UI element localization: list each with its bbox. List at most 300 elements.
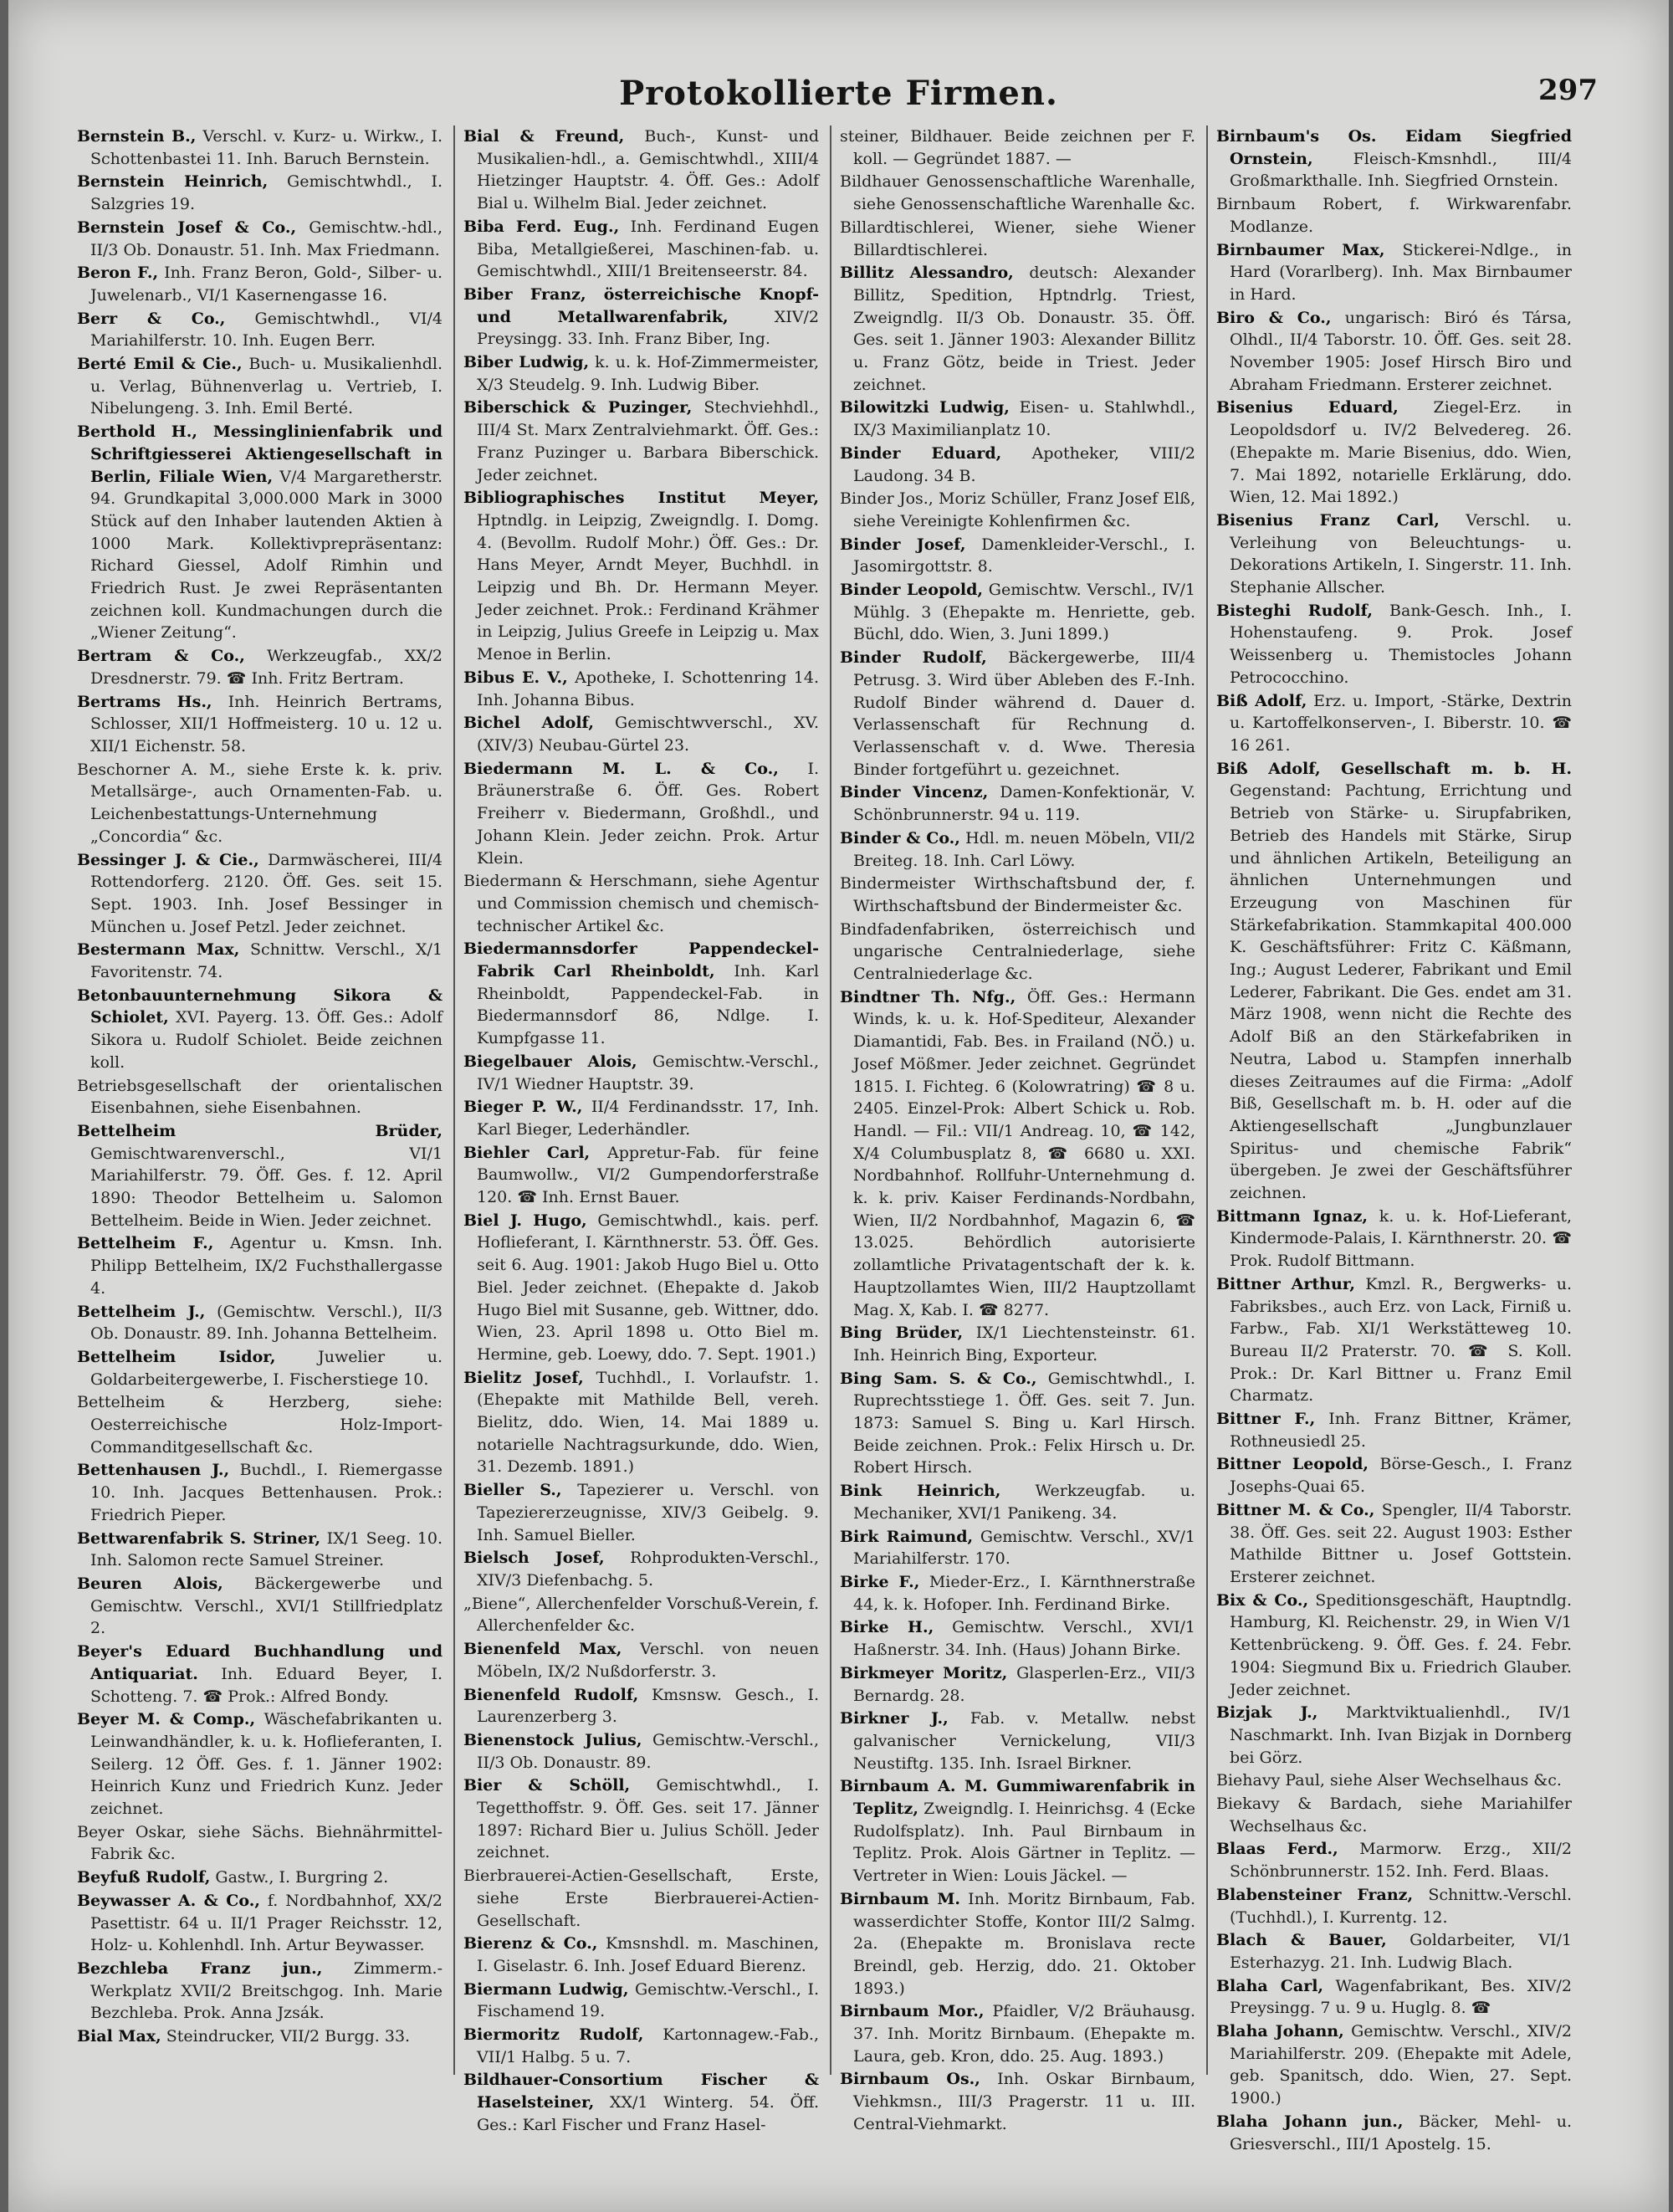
directory-entry xyxy=(77,1528,443,1572)
firm-details: Stickerei-Ndlge., in Hard (Vorarlberg). Inh. Max Birnbaumer in Hard. xyxy=(1230,240,1572,304)
directory-entry xyxy=(840,125,1195,170)
firm-name: Bessinger J. & Cie., xyxy=(77,850,259,869)
firm-details: XX/1 Winterg. 54. Öff. Ges.: Karl Fischer und Franz Hasel- xyxy=(477,2093,819,2134)
firm-details: Gemischtw.-hdl., II/3 Ob. Donaustr. 51. Inh. Max Friedmann. xyxy=(90,218,443,259)
directory-entry xyxy=(840,262,1195,396)
directory-entry xyxy=(77,939,443,983)
firm-name: Bieller S., xyxy=(463,1481,562,1500)
firm-details: Binder Jos., Moriz Schüller, Franz Josef Elß, siehe Vereinigte Kohlenfirmen &c. xyxy=(840,489,1195,530)
directory-entry xyxy=(840,1526,1195,1570)
firm-name: Bieger P. W., xyxy=(463,1098,583,1117)
firm-details: Gemischtw. Verschl., XIV/2 Mariahilferstr. 209. (Ehepakte mit Adele, geb. Spanitsch, ddo. Wien, 27. Sept. 1900.) xyxy=(1230,2022,1572,2108)
firm-name: Bizjak J., xyxy=(1216,1703,1318,1723)
firm-name: Bibus E. V., xyxy=(463,668,568,687)
firm-details: steiner, Bildhauer. Beide zeichnen per F. koll. — Gegründet 1887. — xyxy=(840,127,1195,168)
firm-name: Bettwarenfabrik S. Striner, xyxy=(77,1528,321,1548)
firm-name: Bielitz Josef, xyxy=(463,1368,584,1387)
directory-entry xyxy=(463,1933,819,1977)
directory-entry xyxy=(463,2024,819,2068)
directory-entry xyxy=(463,1096,819,1140)
firm-name: Binder Eduard, xyxy=(840,443,1002,463)
directory-entry xyxy=(840,171,1195,215)
directory-entry xyxy=(463,284,819,351)
directory-entry xyxy=(77,1459,443,1526)
firm-details: Gemischtwarenverschl., VI/1 Mariahilferstr. 79. Öff. Ges. f. 12. April 1890: Theodor Bettelheim u. Salomon Bettelheim. Beide in Wien. Jeder zeichnet. xyxy=(90,1144,443,1230)
directory-entry xyxy=(840,873,1195,917)
directory-entry xyxy=(77,171,443,215)
directory-entry xyxy=(463,216,819,283)
firm-details: Bank-Gesch. Inh., I. Hohenstaufeng. 9. Prok. Josef Weissenberg u. Themistocles Johann Petrococchino. xyxy=(1230,601,1573,687)
directory-entry xyxy=(1216,1273,1572,1407)
firm-details: Kmsnshdl. m. Maschinen, I. Giselastr. 6. Inh. Josef Eduard Bierenz. xyxy=(477,1934,819,1975)
firm-name: Beywasser A. & Co., xyxy=(77,1891,260,1910)
firm-name: Bernstein B., xyxy=(77,127,197,146)
directory-entry xyxy=(463,351,819,396)
directory-entry xyxy=(840,579,1195,646)
firm-details: Gemischtw. Verschl., XV/1 Mariahilferstr. 170. xyxy=(853,1527,1196,1569)
firm-details: Verschl. v. Kurz- u. Wirkw., I. Schottenbastei 11. Inh. Baruch Bernstein. xyxy=(90,127,443,168)
firm-name: Bittmann Ignaz, xyxy=(1216,1206,1368,1226)
directory-entry xyxy=(840,1322,1195,1366)
firm-details: Schnittw. Verschl., X/1 Favoritenstr. 74. xyxy=(90,940,443,982)
directory-entry xyxy=(77,1120,443,1232)
directory-entry xyxy=(840,1775,1195,1887)
firm-details: Inh. Franz Bittner, Krämer, Rothneusiedl 25. xyxy=(1230,1410,1572,1451)
firm-details: Marmorw. Erzg., XII/2 Schönbrunnerstr. 152. Inh. Ferd. Blaas. xyxy=(1230,1840,1572,1882)
directory-entry xyxy=(77,1821,443,1866)
firm-name: Bink Heinrich, xyxy=(840,1482,1001,1501)
directory-entry xyxy=(1216,307,1572,397)
firm-name: Berthold H., Messinglinienfabrik und Schriftgiesserei Aktiengesellschaft in Berlin, Filiale Wien, xyxy=(77,422,443,486)
firm-details: Gegenstand: Pachtung, Errichtung und Betrieb von Stärke- u. Sirupfabriken, Betrieb des Handels mit Stärke, Sirup und ähnlichen Artikeln, Beteiligung an ähnlichen Unternehmungen und Erzeugung von Maschinen für Stärkefabrikation. Stammkapital 400.000 K. Geschäftsführer: Fritz C. Käßmann, Ing.; August Lederer, Fabrikant und Emil Lederer, Fabrikant. Die Ges. endet am 31. März 1908, wenn nicht die Rechte des Adolf Biß an den Stärkefabriken in Neutra, Labod u. Stampfen innerhalb dieses Zeitraumes auf die Firma: „Adolf Biß, Gesellschaft m. b. H. oder auf die Aktiengesellschaft „Jungbunzlauer Spiritus- und chemische Fabrik“ übergeben. Je zwei der Geschäftsführer zeichnen. xyxy=(1230,781,1572,1203)
directory-entry xyxy=(77,1232,443,1299)
firm-details: Börse-Gesch., I. Franz Josephs-Quai 65. xyxy=(1230,1455,1572,1497)
firm-name: Birkner J., xyxy=(840,1709,949,1728)
directory-entry xyxy=(77,1890,443,1957)
firm-details: Werkzeugfab. u. Mechaniker, XVI/1 Panikeng. 34. xyxy=(853,1482,1196,1523)
firm-name: Bing Brüder, xyxy=(840,1324,964,1343)
firm-details: Spengler, II/4 Taborstr. 38. Öff. Ges. seit 22. August 1903: Esther Mathilde Bittner u. Josef Gottstein. Ersterer zeichnet. xyxy=(1230,1500,1572,1586)
firm-details: Verschl. von neuen Möbeln, IX/2 Nußdorferstr. 3. xyxy=(477,1640,820,1681)
column-3 xyxy=(830,125,1202,2133)
firm-details: Juwelier u. Goldarbeitergewerbe, I. Fischerstiege 10. xyxy=(90,1347,443,1389)
firm-name: Birnbaumer Max, xyxy=(1216,240,1385,259)
firm-details: Inh. Karl Rheinboldt, Pappendeckel-Fab. in Biedermannsdorf 86, Ndlge. I. Kumpfgasse 11. xyxy=(477,962,819,1048)
firm-details: Fab. v. Metallw. nebst galvanischer Vernickelung, VII/3 Neustiftg. 135. Inh. Israel Birkner. xyxy=(853,1709,1195,1773)
firm-name: Bier & Schöll, xyxy=(463,1776,631,1795)
firm-name: Bisenius Eduard, xyxy=(1216,398,1399,417)
firm-name: Bisteghi Rudolf, xyxy=(1216,601,1373,620)
firm-details: Mieder-Erz., I. Kärnthnerstraße 44, k. k. Hofoper. Inh. Ferdinand Birke. xyxy=(853,1573,1195,1614)
directory-entry xyxy=(463,1142,819,1209)
firm-details: Wäschefabrikanten u. Leinwandhändler, k. u. k. Hoflieferanten, I. Seilerg. 12 Öff. Ges. f. 1. Jänner 1902: Heinrich Kunz und Friedrich Kunz. Jeder zeichnet. xyxy=(90,1710,443,1819)
firm-details: Gemischtw.-Verschl., IV/1 Wiedner Hauptstr. 39. xyxy=(477,1052,819,1093)
directory-entry xyxy=(840,986,1195,1322)
directory-entry xyxy=(463,667,819,711)
firm-name: Birnbaum M. xyxy=(840,1889,961,1908)
firm-details: Werkzeugfab., XX/2 Dresdnerstr. 79. ☎ Inh. Fritz Bertram. xyxy=(90,647,443,688)
firm-details: Ziegel-Erz. in Leopoldsdorf u. IV/2 Belvedereg. 26. (Ehepakte m. Marie Bisenius, ddo. Wien, 7. Mai 1892, notarielle Erklärung, ddo. Wien, 12. Mai 1892.) xyxy=(1230,398,1572,507)
directory-entry xyxy=(840,919,1195,986)
directory-entry xyxy=(77,308,443,352)
directory-entry xyxy=(840,443,1195,487)
firm-details: „Biene“, Allerchenfelder Vorschuß-Verein, f. Allerchenfelder &c. xyxy=(463,1594,819,1636)
directory-entry xyxy=(1216,1206,1572,1272)
firm-name: Binder & Co., xyxy=(840,828,960,847)
directory-entry xyxy=(463,1547,819,1591)
firm-details: Hptndlg. in Leipzig, Zweigndlg. I. Domg. 4. (Bevollm. Rudolf Mohr.) Öff. Ges.: Dr. Hans Meyer, Arndt Meyer, Buchhdl. in Leipzig und Bh. Dr. Hermann Meyer. Jeder zeichnet. Prok.: Ferdinand Krähmer in Leipzig, Julius Greefe in Leipzig u. Max Menoe in Berlin. xyxy=(477,510,819,664)
firm-name: Bertrams Hs., xyxy=(77,692,212,711)
firm-details: Glasperlen-Erz., VII/3 Bernardg. 28. xyxy=(853,1663,1195,1705)
firm-details: Inh. Eduard Beyer, I. Schotteng. 7. ☎ Prok.: Alfred Bondy. xyxy=(90,1664,443,1706)
firm-name: Blaha Johann jun., xyxy=(1216,2112,1404,2131)
directory-entry xyxy=(77,1346,443,1390)
directory-entry xyxy=(77,645,443,689)
firm-details: f. Nordbahnhof, XX/2 Pasettistr. 64 u. II/1 Prager Reichsstr. 12, Holz- u. Kohlenhdl. Inh. Artur Beywasser. xyxy=(90,1891,443,1955)
firm-details: Zimmerm.-Werkplatz XVII/2 Breitschgog. Inh. Marie Bezchleba. Prok. Anna Jzsák. xyxy=(90,1959,443,2023)
page-number: 297 xyxy=(1538,74,1598,107)
directory-entry xyxy=(463,1729,819,1774)
directory-entry xyxy=(840,1480,1195,1524)
firm-name: Beron F., xyxy=(77,264,159,283)
firm-details: Öff. Ges.: Hermann Winds, k. u. k. Hof-Spediteur, Alexander Diamantidi, Fab. Bes. in Frailand (NÖ.) u. Josef Mößmer. Jeder zeichnet. Gegründet 1815. I. Fichteg. 6 (Kolowratring) ☎ 8 u. 2405. Einzel-Prok: Albert Schick u. Rob. Handl. — Fil.: VII/1 Andreag. 10, ☎ 142, X/4 Columbusplatz 8, ☎ 6680 u. XXI. Nordbahnhof. Rollfuhr-Unternehmung d. k. k. priv. Kaiser Ferdinands-Nordbahn, Wien, II/2 Nordbahnhof, Magazin 6, ☎ 13.025. Behördlich autorisierte zollamtliche Privatagentschaft der k. k. Hauptzollamtes Wien, III/2 Hauptzollamt Mag. X, Kab. I. ☎ 8277. xyxy=(853,987,1195,1319)
directory-entry xyxy=(463,1210,819,1366)
directory-entry xyxy=(1216,193,1572,238)
directory-entry xyxy=(77,1641,443,1708)
firm-details: Kmzl. R., Bergwerks- u. Fabriksbes., auch Erz. von Lack, Firniß u. Farbw., Fab. XI/1 Werkstätteweg 10. Bureau II/2 Praterstr. 70. ☎ S. Koll. Prok.: Dr. Karl Bittner u. Franz Emil Charmatz. xyxy=(1230,1274,1572,1406)
directory-entry xyxy=(77,759,443,848)
directory-entry xyxy=(463,1638,819,1682)
directory-entry xyxy=(1216,2020,1572,2110)
directory-entry xyxy=(1216,2111,1572,2155)
column-4 xyxy=(1206,125,1578,2153)
firm-name: Biß Adolf, xyxy=(1216,691,1307,710)
directory-entry xyxy=(1216,1590,1572,1702)
directory-entry xyxy=(463,125,819,215)
directory-entry xyxy=(77,217,443,261)
firm-details: Stechviehhdl., III/4 St. Marx Zentralviehmarkt. Öff. Ges.: Franz Puzinger u. Barbara Biberschick. Jeder zeichnet. xyxy=(477,398,819,484)
firm-name: Biermoritz Rudolf, xyxy=(463,2025,644,2045)
directory-entry xyxy=(77,262,443,306)
directory-entry xyxy=(840,488,1195,532)
directory-entry xyxy=(77,1958,443,2025)
directory-entry xyxy=(1216,397,1572,509)
firm-details: Pfaidler, V/2 Bräuhausg. 37. Inh. Moritz Birnbaum. (Ehepakte m. Laura, geb. Kron, ddo. 25. Aug. 1893.) xyxy=(853,2002,1195,2066)
firm-details: Hdl. m. neuen Möbeln, VII/2 Breiteg. 18. Inh. Carl Löwy. xyxy=(853,828,1195,870)
firm-name: Biber Franz, österreichische Knopf- und Metallwarenfabrik, xyxy=(463,284,819,326)
directory-entry xyxy=(463,1684,819,1728)
firm-details: Inh. Moritz Birnbaum, Fab. wasserdichter Stoffe, Kontor III/2 Salmg. 2a. (Ehepakte m. Bronislava recte Breindl, geb. Herzig, ddo. 21. Oktober 1893.) xyxy=(853,1889,1195,1998)
directory-entry xyxy=(840,781,1195,826)
running-title: Protokollierte Firmen. xyxy=(619,74,1058,113)
directory-entry xyxy=(840,534,1195,578)
firm-details: V/4 Margaretherstr. 94. Grundkapital 3,000.000 Mark in 3000 Stück auf den Inhaber lautenden Aktien à 1000 Mark. Kollektivprepräsentanz: Richard Giessel, Adolf Rimhin und Friedrich Rust. Je zwei Repräsentanten zeichnen koll. Kundmachungen durch die „Wiener Zeitung“. xyxy=(90,467,443,643)
firm-details: Appretur-Fab. für feine Baumwollw., VI/2 Gumpendorferstraße 120. ☎ Inh. Ernst Bauer. xyxy=(477,1143,819,1207)
directory-entry xyxy=(77,1075,443,1119)
firm-details: Verschl. u. Verleihung von Beleuchtungs- u. Dekorations Artikeln, I. Singerstr. 11. Inh. Stephanie Allscher. xyxy=(1230,510,1572,597)
firm-name: Binder Rudolf, xyxy=(840,648,987,668)
firm-name: Bettelheim Brüder, xyxy=(77,1121,443,1140)
firm-name: Bierenz & Co., xyxy=(463,1934,598,1953)
firm-name: Biba Ferd. Eug., xyxy=(463,217,620,236)
directory-entry xyxy=(463,397,819,486)
firm-details: IX/1 Liechtensteinstr. 61. Inh. Heinrich Bing, Exporteur. xyxy=(853,1324,1195,1365)
firm-details: Gemischtw. Verschl., XVI/1 Haßnerstr. 34. Inh. (Haus) Johann Birke. xyxy=(853,1618,1195,1660)
firm-details: Buch-, Kunst- und Musikalien-hdl., a. Gemischtwhdl., XIII/4 Hietzinger Hauptstr. 4. Öff. Ges.: Adolf Bial u. Wilhelm Bial. Jeder zeichnet. xyxy=(477,127,819,213)
firm-details: Damen-Konfektionär, V. Schönbrunnerstr. 94 u. 119. xyxy=(853,783,1196,825)
directory-page xyxy=(8,0,1669,2212)
firm-details: Gemischtw.-Verschl., II/3 Ob. Donaustr. 89. xyxy=(477,1730,819,1772)
directory-entry xyxy=(77,1391,443,1458)
firm-details: Gemischtwhdl., I. Ruprechtsstiege 1. Öff. Ges. seit 7. Jun. 1873: Samuel S. Bing u. Karl Hirsch. Beide zeichnen. Prok.: Felix Hirsch u. Dr. Robert Hirsch. xyxy=(853,1369,1195,1477)
directory-entry xyxy=(840,217,1195,261)
firm-name: Betonbauunternehmung Sikora & Schiolet, xyxy=(77,986,443,1027)
directory-entry xyxy=(840,397,1195,441)
firm-details: Apotheker, VIII/2 Laudong. 34 B. xyxy=(853,443,1195,485)
firm-details: (Gemischtw. Verschl.), II/3 Ob. Donaustr. 89. Inh. Johanna Bettelheim. xyxy=(90,1302,443,1344)
directory-entry xyxy=(840,1888,1195,2000)
firm-details: Gemischtwhdl., VI/4 Mariahilferstr. 10. Inh. Eugen Berr. xyxy=(90,309,443,351)
page-header xyxy=(8,74,1669,124)
firm-name: Bettenhausen J., xyxy=(77,1461,230,1480)
directory-entry xyxy=(1216,1793,1572,1837)
firm-name: Bichel Adolf, xyxy=(463,714,594,733)
directory-entry xyxy=(463,1051,819,1095)
firm-details: Bettelheim & Herzberg, siehe: Oesterreichische Holz-Import-Commanditgesellschaft &c. xyxy=(77,1393,443,1457)
firm-details: Damenkleider-Verschl., I. Jasomirgottstr. 8. xyxy=(853,535,1195,576)
firm-name: Beyer M. & Comp., xyxy=(77,1710,256,1729)
directory-entry xyxy=(463,487,819,666)
firm-name: Binder Vincenz, xyxy=(840,783,989,802)
directory-entry xyxy=(1216,758,1572,1205)
firm-details: Marktviktualienhdl., IV/1 Naschmarkt. Inh. Ivan Bizjak in Dornberg bei Görz. xyxy=(1230,1703,1572,1767)
directory-entry xyxy=(77,1708,443,1820)
directory-entry xyxy=(840,1662,1195,1707)
firm-name: Bettelheim Isidor, xyxy=(77,1347,276,1366)
firm-details: deutsch: Alexander Billitz, Spedition, Hptndrlg. Triest, Zweigndlg. II/3 Ob. Donaustr. 35. Öff. Ges. seit 1. Jänner 1903: Alexander Billitz u. Franz Götz, beide in Triest. Jeder zeichnet. xyxy=(853,264,1196,394)
firm-name: Blaha Johann, xyxy=(1216,2022,1344,2041)
firm-name: Birnbaum Os., xyxy=(840,2070,980,2089)
firm-details: XVI. Payerg. 13. Öff. Ges.: Adolf Sikora u. Rudolf Schiolet. Beide zeichnen koll. xyxy=(90,1008,443,1072)
firm-details: Gemischtwverschl., XV. (XIV/3) Neubau-Gürtel 23. xyxy=(477,714,819,755)
firm-details: Tapezierer u. Verschl. von Tapeziererzeugnisse, XIV/3 Geibelg. 9. Inh. Samuel Bieller. xyxy=(477,1481,819,1544)
firm-details: Gemischtwhdl., kais. perf. Hoflieferant, I. Kärnthnerstr. 53. Öff. Ges. seit 6. Aug. 1901: Jakob Hugo Biel u. Otto Biel. Jeder zeichnet. (Ehepakte d. Jakob Hugo Biel mit Susanne, geb. Wittner, ddo. Wien, 23. April 1898 u. Otto Biel m. Hermine, geb. Loewy, ddo. 7. Sept. 1901.) xyxy=(477,1211,820,1364)
firm-name: Bienenfeld Max, xyxy=(463,1640,622,1659)
firm-name: Blaas Ferd., xyxy=(1216,1840,1338,1859)
directory-entry xyxy=(77,1301,443,1345)
firm-details: Erz. u. Import, -Stärke, Dextrin u. Kartoffelkonserven-, I. Biberstr. 10. ☎ 16 261. xyxy=(1230,691,1572,755)
firm-details: k. u. k. Hof-Zimmermeister, X/3 Steudelg. 9. Inh. Ludwig Biber. xyxy=(477,353,819,394)
firm-details: Kartonnagew.-Fab., VII/1 Halbg. 5 u. 7. xyxy=(477,2025,820,2066)
firm-name: Bilowitzki Ludwig, xyxy=(840,398,1010,417)
firm-details: Fleisch-Kmsnhdl., III/4 Großmarkthalle. Inh. Siegfried Ornstein. xyxy=(1230,149,1572,191)
directory-entry xyxy=(1216,600,1572,689)
firm-details: Bäckergewerbe und Gemischtw. Verschl., XVI/1 Stillfriedplatz 2. xyxy=(90,1575,443,1638)
directory-entry xyxy=(1216,509,1572,599)
firm-details: ungarisch: Biró és Társa, Olhdl., II/4 Taborstr. 10. Öff. Ges. seit 28. November 1905: Josef Hirsch Biro und Abraham Friedmann. Ersterer zeichnet. xyxy=(1230,308,1572,394)
directory-entry xyxy=(77,421,443,644)
firm-name: Biehler Carl, xyxy=(463,1143,591,1162)
firm-details: Gemischtw.-Verschl., I. Fischamend 19. xyxy=(477,1979,819,2021)
firm-name: Blach & Bauer, xyxy=(1216,1931,1387,1950)
directory-entry xyxy=(1216,1702,1572,1769)
directory-entry xyxy=(463,758,819,870)
firm-name: Beyfuß Rudolf, xyxy=(77,1868,211,1887)
firm-name: Bing Sam. S. & Co., xyxy=(840,1369,1037,1388)
firm-details: Tuchhdl., I. Vorlaufstr. 1. (Ehepakte mit Mathilde Bell, vereh. Bielitz, ddo. Wien, 14. Mai 1889 u. notarielle Nachtragsurkunde, ddo. Wien, 31. Dezemb. 1891.) xyxy=(477,1368,819,1477)
directory-entry xyxy=(1216,1975,1572,2020)
firm-details: Biekavy & Bardach, siehe Mariahilfer Wechselhaus &c. xyxy=(1216,1795,1572,1836)
firm-details: Goldarbeiter, VI/1 Esterhazyg. 21. Inh. Ludwig Blach. xyxy=(1230,1931,1572,1972)
firm-name: Blabensteiner Franz, xyxy=(1216,1885,1414,1904)
firm-name: Biel J. Hugo, xyxy=(463,1211,587,1230)
firm-name: Bernstein Heinrich, xyxy=(77,172,269,192)
firm-name: Bettelheim F., xyxy=(77,1234,214,1253)
directory-columns xyxy=(77,125,1583,2153)
directory-entry xyxy=(840,1616,1195,1661)
directory-entry xyxy=(1216,690,1572,757)
firm-name: Bienenfeld Rudolf, xyxy=(463,1685,639,1704)
firm-name: Billitz Alessandro, xyxy=(840,264,1014,283)
firm-name: Biß Adolf, Gesellschaft m. b. H. xyxy=(1216,759,1572,778)
firm-details: Biedermann & Herschmann, siehe Agentur und Commission chemisch und chemisch-technischer Artikel &c. xyxy=(463,872,819,935)
directory-entry xyxy=(77,125,443,170)
firm-details: k. u. k. Hof-Lieferant, Kindermode-Palais, I. Kärnthnerstr. 20. ☎ Prok. Rudolf Bittmann. xyxy=(1230,1206,1572,1271)
firm-details: Bäcker, Mehl- u. Griesverschl., III/1 Apostelg. 15. xyxy=(1230,2112,1572,2153)
directory-entry xyxy=(77,691,443,758)
firm-details: Buchdl., I. Riemergasse 10. Inh. Jacques Bettenhausen. Prok.: Friedrich Pieper. xyxy=(90,1461,443,1524)
directory-entry xyxy=(1216,1453,1572,1498)
directory-entry xyxy=(1216,1499,1572,1589)
firm-details: Kmsnsw. Gesch., I. Laurenzerberg 3. xyxy=(477,1685,819,1727)
firm-details: Birnbaum Robert, f. Wirkwarenfabr. Modlanze. xyxy=(1216,195,1572,236)
directory-entry xyxy=(463,1479,819,1546)
firm-details: Bindfadenfabriken, österreichisch und ungarische Centralniederlage, siehe Centralniederlage &c. xyxy=(840,919,1195,984)
firm-name: Birke F., xyxy=(840,1573,920,1591)
firm-details: Bindermeister Wirthschaftsbund der, f. Wirthschaftsbund der Bindermeister &c. xyxy=(840,874,1195,915)
firm-details: Wagenfabrikant, Bes. XIV/2 Preysingg. 7 u. 9 u. Huglg. 8. ☎ xyxy=(1230,1976,1572,2018)
firm-details: Gastw., I. Burgring 2. xyxy=(210,1868,389,1887)
firm-name: Bertram & Co., xyxy=(77,647,245,666)
directory-entry xyxy=(463,1979,819,2023)
directory-entry xyxy=(840,647,1195,781)
directory-entry xyxy=(1216,1838,1572,1882)
firm-details: Darmwäscherei, III/4 Rottendorferg. 2120. Öff. Ges. seit 15. Sept. 1903. Inh. Josef Bessinger in München u. Josef Petzl. Jeder zeichnet. xyxy=(90,850,443,936)
firm-name: Bildhauer-Consortium Fischer & Haselsteiner, xyxy=(463,2071,819,2112)
firm-details: Gemischtwhdl., I. Salzgries 19. xyxy=(90,172,443,214)
firm-details: XIV/2 Preysingg. 33. Inh. Franz Biber, Ing. xyxy=(477,307,819,349)
firm-name: Bettelheim J., xyxy=(77,1302,206,1321)
firm-name: Bisenius Franz Carl, xyxy=(1216,510,1440,530)
firm-details: I. Bräunerstraße 6. Öff. Ges. Robert Freiherr v. Biedermann, Großhdl., und Johann Klein. Jeder zeichn. Prok. Artur Klein. xyxy=(477,759,819,868)
firm-details: Schnittw.-Verschl. (Tuchhdl.), I. Kurrentg. 12. xyxy=(1230,1885,1572,1927)
directory-entry xyxy=(840,827,1195,872)
directory-entry xyxy=(463,1593,819,1637)
firm-name: Birkmeyer Moritz, xyxy=(840,1663,1008,1682)
firm-name: Binder Josef, xyxy=(840,535,966,554)
firm-name: Biedermann M. L. & Co., xyxy=(463,759,779,778)
firm-details: IX/1 Seeg. 10. Inh. Salomon recte Samuel Streiner. xyxy=(90,1528,443,1570)
column-1 xyxy=(77,125,449,2075)
firm-details: II/4 Ferdinandsstr. 17, Inh. Karl Bieger, Lederhändler. xyxy=(477,1098,819,1139)
firm-name: Birke H., xyxy=(840,1618,934,1637)
firm-name: Beuren Alois, xyxy=(77,1575,223,1593)
firm-name: Birnbaum Mor., xyxy=(840,2002,985,2021)
directory-entry xyxy=(77,353,443,420)
firm-name: Biermann Ludwig, xyxy=(463,1979,629,1999)
firm-name: Bestermann Max, xyxy=(77,940,240,960)
firm-details: Inh. Oskar Birnbaum, Viehkmsn., III/3 Pragerstr. 11 u. III. Central-Viehmarkt. xyxy=(853,2070,1195,2133)
directory-entry xyxy=(1216,1884,1572,1928)
firm-details: Beschorner A. M., siehe Erste k. k. priv. Metallsärge-, auch Ornamenten-Fab. u. Leichenbestattungs-Unternehmung „Concordia“ &c. xyxy=(77,760,443,846)
firm-name: Biro & Co., xyxy=(1216,308,1332,327)
firm-name: Bienenstock Julius, xyxy=(463,1730,642,1749)
firm-name: Bittner Leopold, xyxy=(1216,1455,1369,1474)
firm-details: Steindrucker, VII/2 Burgg. 33. xyxy=(161,2027,411,2046)
firm-details: Bäckergewerbe, III/4 Petrusg. 3. Wird über Ableben des F.-Inh. Rudolf Binder während d. Dauer d. Verlassenschaft für Rechnung d. Verlassenschaft v. d. Wwe. Theresia Binder fortgeführt u. gezeichnet. xyxy=(853,648,1195,779)
firm-name: Blaha Carl, xyxy=(1216,1976,1324,1995)
firm-name: Biedermannsdorfer Pappendeckel-Fabrik Carl Rheinboldt, xyxy=(463,940,819,981)
firm-name: Biberschick & Puzinger, xyxy=(463,398,693,417)
directory-entry xyxy=(840,1708,1195,1774)
firm-name: Bittner M. & Co., xyxy=(1216,1500,1375,1519)
firm-name: Biegelbauer Alois, xyxy=(463,1052,637,1071)
firm-name: Bial & Freund, xyxy=(463,127,625,146)
firm-name: Birnbaum A. M. Gummiwarenfabrik in Teplitz, xyxy=(840,1777,1195,1819)
directory-entry xyxy=(77,1573,443,1640)
firm-name: Berr & Co., xyxy=(77,309,226,328)
firm-details: Inh. Franz Beron, Gold-, Silber- u. Juwelenarb., VI/1 Kasernengasse 16. xyxy=(90,264,443,305)
directory-entry xyxy=(1216,1929,1572,1974)
directory-entry xyxy=(77,1866,443,1889)
firm-details: Bildhauer Genossenschaftliche Warenhalle, siehe Genossenschaftliche Warenhalle &c. xyxy=(840,172,1195,214)
directory-entry xyxy=(840,1368,1195,1480)
directory-entry xyxy=(840,2068,1195,2135)
directory-entry xyxy=(463,870,819,937)
firm-name: Biber Ludwig, xyxy=(463,353,590,372)
firm-name: Bial Max, xyxy=(77,2027,161,2046)
firm-details: Inh. Ferdinand Eugen Biba, Metallgießerei, Maschinen-fab. u. Gemischtwhdl., XIII/1 Breitenseerstr. 84. xyxy=(477,217,819,281)
firm-name: Bittner F., xyxy=(1216,1410,1316,1429)
firm-details: Buch- u. Musikalienhdl. u. Verlag, Bühnenverlag u. Vertrieb, I. Nibelungeng. 3. Inh. Emil Berté. xyxy=(90,355,443,418)
firm-name: Bix & Co., xyxy=(1216,1590,1309,1610)
firm-name: Binder Leopold, xyxy=(840,581,984,600)
firm-details: Betriebsgesellschaft der orientalischen Eisenbahnen, siehe Eisenbahnen. xyxy=(77,1076,443,1118)
directory-entry xyxy=(463,1865,819,1932)
directory-entry xyxy=(1216,239,1572,306)
firm-name: Berté Emil & Cie., xyxy=(77,355,243,374)
firm-details: Bierbrauerei-Actien-Gesellschaft, Erste, siehe Erste Bierbrauerei-Actien-Gesellschaft. xyxy=(463,1866,819,1930)
directory-entry xyxy=(1216,1408,1572,1452)
firm-name: Bezchleba Franz jun., xyxy=(77,1959,323,1978)
firm-details: Gemischtwhdl., I. Tegetthoffstr. 9. Öff. Ges. seit 17. Jänner 1897: Richard Bier u. Julius Schöll. Jeder zeichnet. xyxy=(477,1776,819,1862)
directory-entry xyxy=(1216,1769,1572,1792)
firm-name: Bindtner Th. Nfg., xyxy=(840,987,1016,1006)
directory-entry xyxy=(77,849,443,939)
directory-entry xyxy=(463,2069,819,2136)
firm-details: Beyer Oskar, siehe Sächs. Biehnährmittel-Fabrik &c. xyxy=(77,1822,443,1864)
column-2 xyxy=(453,125,826,2134)
directory-entry xyxy=(1216,125,1572,192)
directory-entry xyxy=(463,1367,819,1479)
firm-name: Bibliographisches Institut Meyer, xyxy=(463,489,819,508)
firm-details: Zweigndlg. I. Heinrichsg. 4 (Ecke Rudolfsplatz). Inh. Paul Birnbaum in Teplitz. Prok. Alois Gärtner in Teplitz. — Vertreter in Wien: Louis Jäckel. — xyxy=(853,1800,1195,1886)
firm-details: Speditionsgeschäft, Hauptndlg. Hamburg, Kl. Reichenstr. 29, in Wien V/1 Kettenbrückeng. 9. Öff. Ges. f. 24. Febr. 1904: Siegmund Bix u. Friedrich Glauber. Jeder zeichnet. xyxy=(1230,1590,1572,1699)
firm-details: Gemischtw. Verschl., IV/1 Mühlg. 3 (Ehepakte m. Henriette, geb. Büchl, ddo. Wien, 3. Juni 1899.) xyxy=(853,581,1195,644)
directory-entry xyxy=(463,712,819,756)
firm-details: Apotheke, I. Schottenring 14. Inh. Johanna Bibus. xyxy=(477,668,819,709)
directory-entry xyxy=(840,1571,1195,1615)
